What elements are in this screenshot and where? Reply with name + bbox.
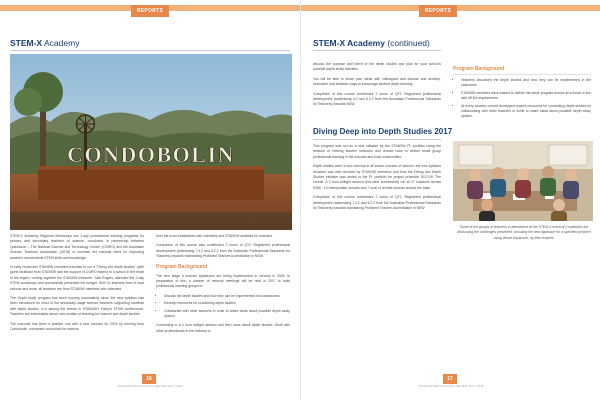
page-title [313, 38, 430, 48]
paragraph: Completion of this course contributes 2 hours of QTC Registered professional development (addressing 4.2 and 6.2.2 from the Australian Professional Standards for Teachers) towards NSW. [313, 91, 441, 107]
title-rule [313, 50, 441, 51]
left-column-2 [156, 234, 290, 338]
side-heading: Program Background [453, 66, 505, 72]
page-header [301, 5, 600, 19]
page-title [10, 38, 79, 48]
section-tab: REPORTS [419, 5, 457, 17]
photo-caption: Some of the groups of teachers in attendance at the STEM-X event at Condobolin are discussing the challenges presented, including the best approach for a specified problem using virtual classroom, by-then experts. [457, 225, 591, 240]
section-tab: REPORTS [131, 5, 169, 17]
page-footer [0, 374, 300, 390]
list-item: • Discuss the depth studies and how they can be implemented into classrooms [164, 294, 290, 299]
bullet-list [453, 78, 591, 120]
page-footer [301, 374, 600, 390]
footer-text: SCIENCE EDUCATIONAL REVIEW 2017 NSW [418, 385, 484, 388]
paragraph: This program was run as a new initiative by the STANSW PL portfolio using the network of existing teacher networks and remote hubs to deliver small group professional learning in the suburbs and local communities. [313, 144, 441, 159]
bullet-list [156, 294, 290, 320]
condobolin-sign-photo [10, 54, 292, 230]
title-rule [10, 50, 290, 51]
paragraph: Connecting to a 2 hour twilight session and then more about depth studies. Work with other professionals in the industry to [156, 323, 290, 333]
paragraph: discuss the purpose and intent of the depth studies and plan for your school's possible depth study activities. [313, 62, 441, 72]
side-column [453, 78, 591, 124]
paragraph: from the more established with chemistry and STANSW activities for teachers. [156, 234, 274, 238]
group-photo-drawing [453, 141, 593, 221]
paragraph: You will be able to share your ideas with colleagues and discuss and develop, innovative and fantastic ways to encourage student depth learning. [313, 76, 441, 87]
paragraph: In early November STANSW members travelled to run a "Diving into depth studies" (with guest facilitator from STANSW and the support of CSIRO teams) to a school in the heart of the region, coming together the STANSW treasurer, Julie Rogers, attended the 2-day STEM workshops and successfully presented the budget. With 24 teachers from 5 local schools and more, all teachers are from STANSW members who attended. [10, 265, 144, 291]
sign-photo-drawing [10, 54, 292, 230]
list-item: • Develop resources for conducting depth studies [164, 301, 290, 306]
teachers-group-photo [453, 141, 593, 221]
left-column-1 [10, 234, 144, 337]
title-main: STEM-X [10, 38, 43, 48]
paragraph: The Depth study program has been running successfully since the new syllabus has been introduced for most of the secondary stage science teachers supporting students with depth studies. It is among the events in STANSW's Kathy's STEM conferences. Teachers are enthusiastic about new models of teaching for science and depth studies. [10, 296, 144, 317]
section-rule [313, 139, 441, 140]
title-rest: (continued) [384, 38, 430, 48]
program-background-heading: Program Background [156, 263, 208, 270]
side-rule [453, 74, 591, 75]
list-item: • At every location current developed shared resources for conducting depth studies by collaborating with other teachers to invite to share ideas about possible depth study options. [461, 104, 591, 120]
title-main: STEM-X Academy [313, 38, 385, 48]
paragraph: STEM-X Academy Regional Workshops are 2-day professional learning programs for primary and secondary teachers of science, conducted in partnership between Questacon – The National Science and Technology Centre, (CSIRO) and the Australian Science Teachers Association (ASTA) to increase the national need for improving teachers and students STEM skills and knowledge. [10, 234, 144, 260]
paragraph: Depth studies were a new concept in all senior courses of science; the new syllabus structure was well received by STANSW members and thus the Diving into Depth Studies initiative was added to the PL portfolio for project schedule 2017/18. The course: A 2 hour twilight session that were successfully run at 17 locations across NSW - 10 metropolitan schools and 7 rural or remote schools around the state. [313, 164, 441, 190]
right-page [300, 0, 600, 400]
list-item: • STANSW members were trained to deliver the same program across all schools in line with NESA requirements. [461, 91, 591, 102]
right-column-1-bottom [313, 144, 441, 215]
paragraph: Completion of this course contributes 2 hours of QTC Registered professional development (addressing 7.4.2 and 6.2.2 from the Australian Professional Standards for Teachers) towards maintaining Proficient Teacher Accreditation in NSW. [313, 195, 441, 211]
list-item: • Collaborate with other teachers in order to share ideas about possible depth study options [164, 309, 290, 320]
paragraph: The outcome has been a positive one with a new courses for 2018 by running from Condobolin, successful curriculum for science. [10, 321, 144, 332]
paragraph: Completion of this course also contributed 2 hours of QTC Registered professional development (addressing 7.4.2 and 6.2.2 from the Australian Professional Standards for Teachers) towards maintaining Proficient Teacher Accreditation in NSW. [156, 243, 290, 259]
page-header [0, 5, 300, 19]
section-heading: Diving Deep into Depth Studies 2017 [313, 127, 453, 136]
page-number: 16 [142, 374, 156, 384]
title-rest: Academy [42, 38, 80, 48]
footer-text: SCIENCE EDUCATIONAL REVIEW 2017 NSW [117, 385, 183, 388]
paragraph: The new stage 6 science syllabuses are being implemented in schools in 2018. In preparation of this, a number of network meetings will be held in 2017 to build professional learning groups to: [156, 273, 290, 289]
sign-text: CONDOBOLIN [67, 142, 235, 167]
right-column-1-top [313, 62, 441, 112]
page-number: 17 [443, 374, 457, 384]
list-item: • Teachers discussed the depth studies and how they can be implemented in the classroom. [461, 78, 591, 89]
